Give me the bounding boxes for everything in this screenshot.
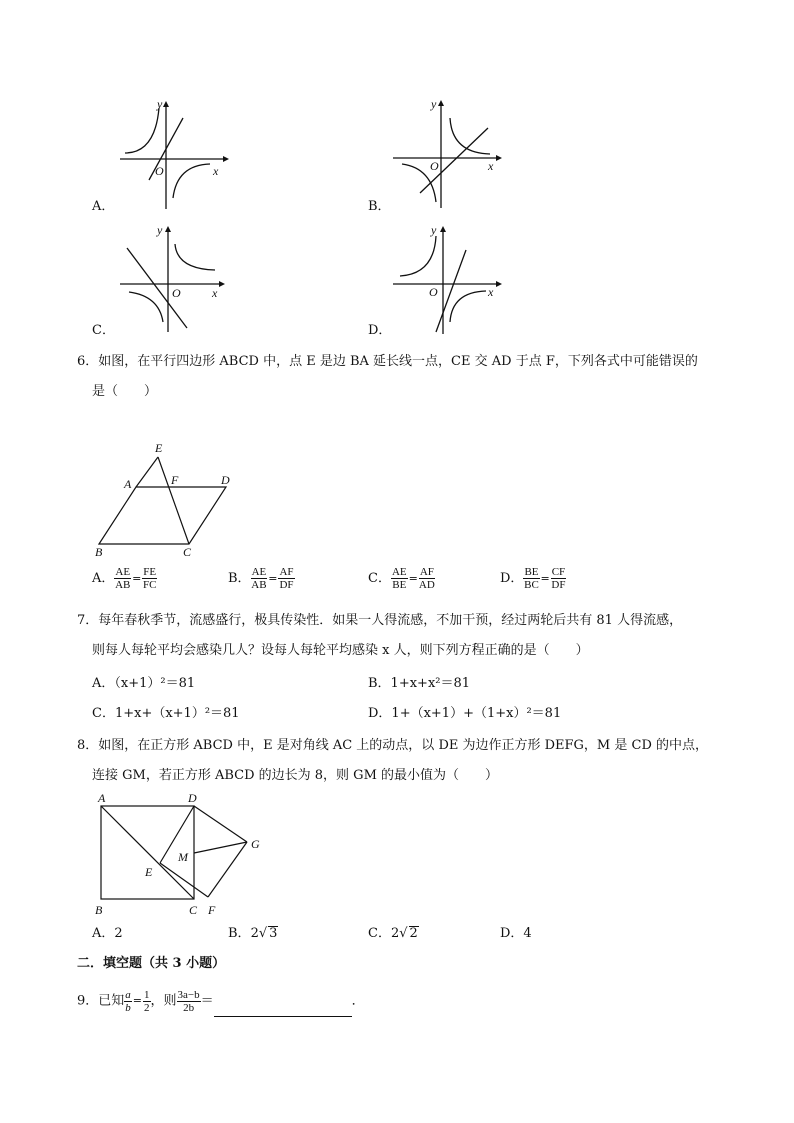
q5-option-c: C．	[92, 323, 115, 338]
q6c-frac2: $\frac{AF}{AD}$	[418, 566, 435, 591]
q9-mid: ，则	[150, 993, 177, 1009]
q8-stem-line1: 8．如图，在正方形 ABCD 中，E 是对角线 AC 上的动点，以 DE 为边作正方形 DEFG，M 是 CD 的中点，	[77, 738, 709, 753]
q7-option-d: D．1+（x+1）+（1+x）²＝81	[368, 706, 562, 721]
q9-frac-a-b: $\frac{a}{b}$	[125, 988, 131, 1014]
q8-option-b: B．2√ 3	[228, 926, 278, 941]
q9-frac-1-2: $\frac{1}{2}$	[144, 988, 150, 1014]
q8-label-e: E	[145, 865, 153, 879]
q8-option-d: D．4	[500, 926, 532, 941]
q8-label-f: F	[208, 903, 216, 917]
q6-option-d: D． $\frac{BE}{BC}$ = $\frac{CF}{DF}$	[500, 566, 566, 591]
q5b-y-label: y	[431, 97, 437, 111]
q7-option-c: C．1+x+（x+1）²＝81	[92, 706, 240, 721]
q9-answer-blank[interactable]	[214, 1004, 352, 1017]
q8-option-b-coef: 2	[250, 926, 259, 941]
q9-frac-expr: $\frac{3a-b}{2b}$	[177, 988, 200, 1014]
q6-label-e: E	[155, 441, 163, 455]
q6-label-c: C	[183, 545, 192, 559]
q8-stem-line2: 连接 GM，若正方形 ABCD 的边长为 8，则 GM 的最小值为（ ）	[92, 768, 499, 783]
q6-figure	[90, 440, 240, 560]
q6-label-d: D	[221, 473, 230, 487]
q5-graph-c	[115, 222, 235, 337]
q7-option-a: A．（x+1）²＝81	[92, 676, 196, 691]
q8-option-c: C．2√ 2	[368, 926, 418, 941]
q5d-y-label: y	[431, 223, 437, 237]
q8-label-c: C	[189, 903, 198, 917]
q6-option-a-key: A．	[92, 571, 115, 586]
q8-option-c-radicand: 2	[409, 926, 418, 941]
q7-option-b: B．1+x+x²＝81	[368, 676, 471, 691]
q7-stem-line2: 则每人每轮平均会感染几人？设每人每轮平均感染 x 人，则下列方程正确的是（ ）	[92, 643, 589, 658]
q8-label-b: B	[95, 903, 103, 917]
q8-figure	[90, 790, 270, 920]
q8-option-a: A．2	[92, 926, 123, 941]
q6a-frac2: $\frac{FE}{FC}$	[142, 566, 157, 591]
q8-option-b-radicand: 3	[269, 926, 278, 941]
q5c-x-label: x	[212, 286, 218, 300]
q6a-frac1: $\frac{AE}{AB}$	[115, 566, 131, 591]
q5d-origin-label: O	[429, 285, 438, 299]
q6-option-b-key: B．	[228, 571, 251, 586]
q6-label-a: A	[124, 477, 132, 491]
q5a-origin-label: O	[155, 164, 164, 178]
q6b-frac1: $\frac{AE}{AB}$	[251, 566, 267, 591]
q8-label-d: D	[188, 791, 197, 805]
q6-stem-line1: 6．如图，在平行四边形 ABCD 中，点 E 是边 BA 延长线一点，CE 交 AD 于点 F，下列各式中可能错误的	[77, 354, 698, 369]
q9-prefix: 9．已知	[77, 993, 125, 1009]
q8-option-c-coef: 2	[390, 926, 400, 941]
q5-graph-d	[390, 222, 510, 337]
q5b-origin-label: O	[430, 159, 439, 173]
q6-option-b: B． $\frac{AE}{AB}$ = $\frac{AF}{DF}$	[228, 566, 294, 591]
q8-option-c-key: C．	[368, 926, 391, 941]
q5d-x-label: x	[488, 285, 494, 299]
q5-option-b: B．	[368, 199, 391, 214]
q6d-frac2: $\frac{CF}{DF}$	[551, 566, 566, 591]
q5-graph-b	[390, 98, 510, 213]
q5-graph-a	[115, 98, 235, 213]
q9-eq2: ＝	[200, 993, 214, 1009]
q6-option-c-key: C．	[368, 571, 391, 586]
q5-option-d: D．	[368, 323, 392, 338]
q6-option-c: C． $\frac{AE}{BE}$ = $\frac{AF}{AD}$	[368, 566, 435, 591]
q9: 9．已知 $\frac{a}{b}$ = $\frac{1}{2}$ ，则 $\frac{3a-b}{2b}$ ＝ ．	[77, 986, 365, 1017]
q6-option-a: A． $\frac{AE}{AB}$ = $\frac{FE}{FC}$	[92, 566, 157, 591]
q5c-origin-label: O	[172, 286, 181, 300]
q6-label-b: B	[95, 545, 103, 559]
q7-stem-line1: 7．每年春秋季节，流感盛行，极具传染性．如果一人得流感，不加干预，经过两轮后共有 81 人得流感，	[77, 613, 683, 628]
q6-option-d-key: D．	[500, 571, 524, 586]
q6-stem-line2: 是（ ）	[92, 384, 158, 399]
q5a-y-label: y	[157, 97, 163, 111]
q8-option-b-key: B．	[228, 926, 251, 941]
q5a-x-label: x	[213, 164, 219, 178]
q5-option-a: A．	[92, 199, 115, 214]
section2-title: 二．填空题（共 3 小题）	[77, 956, 226, 971]
q6d-frac1: $\frac{BE}{BC}$	[524, 566, 539, 591]
q6b-frac2: $\frac{AF}{DF}$	[279, 566, 294, 591]
q6c-frac1: $\frac{AE}{BE}$	[391, 566, 407, 591]
q6-label-f: F	[171, 473, 179, 487]
q8-label-a: A	[98, 791, 106, 805]
q5c-y-label: y	[157, 223, 163, 237]
q8-label-g: G	[251, 837, 260, 851]
q9-end: ．	[351, 993, 365, 1009]
q5b-x-label: x	[488, 159, 494, 173]
q8-label-m: M	[178, 850, 188, 864]
